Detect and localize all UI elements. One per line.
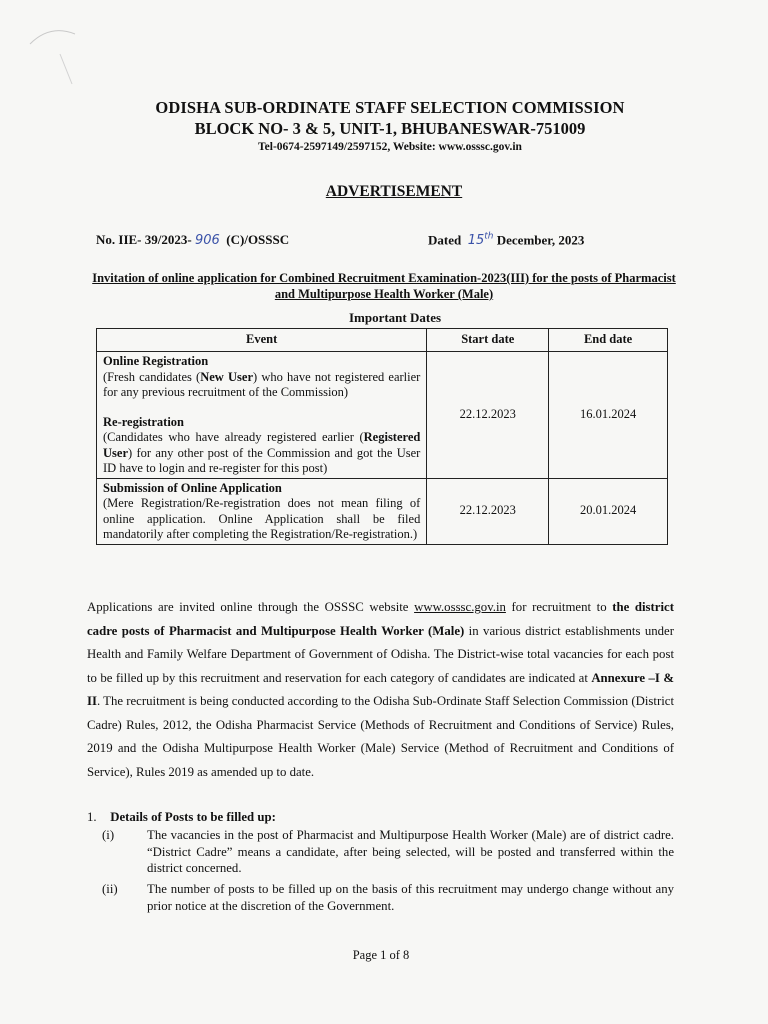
event-title: Online Registration	[103, 354, 209, 368]
org-contact: Tel-0674-2597149/2597152, Website: www.osssc.gov.in	[258, 141, 522, 153]
event-title: Re-registration	[103, 414, 184, 429]
p1-text: for recruitment to	[505, 600, 613, 614]
ref-suffix: (C)/OSSSC	[226, 232, 290, 247]
spacer	[103, 401, 420, 415]
desc-part: ) for any other post of the Commission and got the User ID have to login and re-register for this post)	[103, 445, 421, 475]
org-address: BLOCK NO- 3 & 5, UNIT-1, BHUBANESWAR-751009	[194, 119, 586, 138]
p1-text: . The recruitment is being conducted according to the Odisha Sub-Ordinate Staff Selection Commission (District Cadre) Rules, 2012, the Odisha Pharmacist Service (Methods of Recruitment and Conditions of Service) Rules, 2019 and the Odisha Multipurpose Health Worker (Male) Service (Method of Recruitment and Conditions of Service), Rules 2019 as amended up to date.	[87, 694, 675, 779]
page-footer: Page 1 of 8	[352, 948, 410, 962]
website-link[interactable]: www.osssc.gov.in	[414, 600, 506, 614]
table-row	[97, 352, 668, 479]
end-date-cell: 20.01.2024	[549, 478, 668, 544]
ref-handwritten-number: 906	[194, 233, 220, 248]
reference-number	[96, 232, 289, 248]
desc-bold: New User	[200, 369, 253, 384]
desc-bold: Registered User	[103, 430, 421, 460]
event-cell	[97, 478, 427, 544]
event-description: (Mere Registration/Re-registration does not mean filing of online application. Online Application shall be filed mandatorily after completing the Registration/Re-registration.)	[103, 496, 421, 541]
org-name: ODISHA SUB-ORDINATE STAFF SELECTION COMMISSION	[155, 98, 625, 117]
body-paragraph	[87, 596, 674, 784]
list-item	[102, 881, 674, 914]
reference-date	[428, 232, 584, 248]
p1-text: Applications are invited online through the OSSSC website	[87, 600, 415, 614]
list-text: The number of posts to be filled up on the basis of this recruitment may undergo change without any prior notice at the discretion of the Government.	[147, 882, 674, 913]
list-marker: (ii)	[102, 882, 118, 896]
dated-day-sup: th	[484, 232, 494, 242]
table-row	[97, 478, 668, 544]
ref-prefix: No. IIE- 39/2023-	[96, 232, 192, 247]
invitation-heading: Invitation of online application for Combined Recruitment Examination-2023(III) for the posts of Pharmacist and Multipurpose Health Worker (Male)	[92, 271, 676, 301]
end-date-cell: 16.01.2024	[549, 352, 668, 479]
list-text: The vacancies in the post of Pharmacist and Multipurpose Health Worker (Male) are of district cadre. “District Cadre” means a candidate, after being selected, will be posted and transferred within the district concerned.	[147, 828, 674, 875]
column-header-end: End date	[549, 329, 668, 352]
table-header-row	[97, 329, 668, 352]
p1-bold: the district cadre posts of Pharmacist and Multipurpose Health Worker (Male)	[87, 600, 674, 638]
event-description	[103, 430, 420, 477]
dated-handwritten-day	[468, 233, 494, 248]
desc-part: ) who have not registered earlier for any previous recruitment of the Commission)	[103, 369, 421, 399]
advertisement-title: ADVERTISEMENT	[325, 183, 463, 200]
column-header-start: Start date	[427, 329, 549, 352]
pencil-mark-icon	[20, 14, 90, 94]
start-date-cell: 22.12.2023	[427, 478, 549, 544]
p1-text: in various district establishments under Health and Family Welfare Department of Government of Odisha. The District-wise total vacancies for each post to be filled up by this recruitment and reservation for each category of candidates are indicated at	[87, 623, 674, 685]
list-item	[102, 827, 674, 877]
desc-part: (Candidates who have already registered earlier (	[103, 430, 364, 444]
event-description	[103, 370, 420, 401]
section-number: 1.	[87, 810, 97, 824]
section-1-heading	[87, 810, 276, 825]
important-dates-heading: Important Dates	[348, 310, 442, 325]
dated-label: Dated	[428, 232, 462, 248]
desc-part: (Fresh candidates (	[103, 369, 201, 384]
important-dates-table	[96, 328, 668, 545]
section-title: Details of Posts to be filled up:	[110, 810, 276, 824]
list-marker: (i)	[102, 828, 115, 842]
dated-day: 15	[467, 233, 485, 249]
p1-annexure: Annexure –I & II	[87, 670, 674, 708]
column-header-event: Event	[97, 329, 427, 352]
event-title: Submission of Online Application	[103, 480, 282, 495]
event-cell	[97, 352, 427, 479]
dated-rest: December, 2023	[496, 232, 585, 248]
start-date-cell: 22.12.2023	[427, 352, 549, 479]
